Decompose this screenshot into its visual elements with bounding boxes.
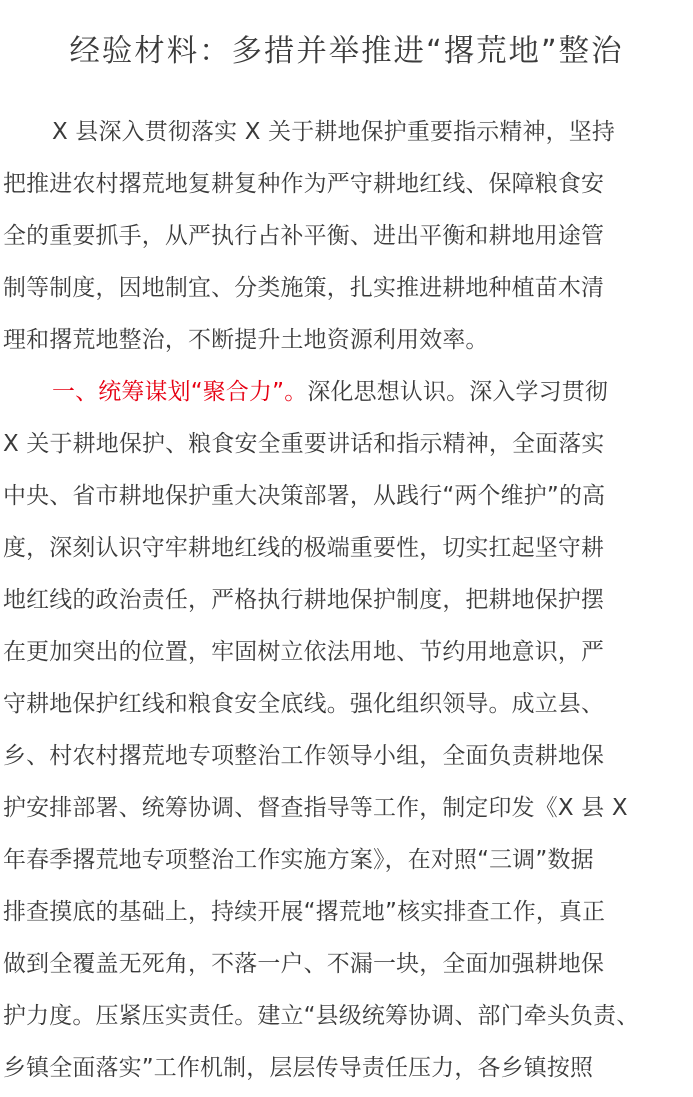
article-body: [3, 106, 693, 1094]
paragraph-line: 排查摸底的基础上，持续开展“撂荒地”核实排查工作，真正: [3, 899, 606, 925]
paragraph-line: 地红线的政治责任，严格执行耕地保护制度，把耕地保护摆: [3, 587, 605, 613]
section-first-line-text: 深化思想认识。深入学习贯彻: [307, 379, 608, 405]
paragraph-line: X 关于耕地保护、粮食安全重要讲话和指示精神，全面落实: [3, 431, 605, 457]
paragraph-line: 乡镇全面落实”工作机制，层层传导责任压力，各乡镇按照: [3, 1055, 594, 1081]
paragraph-line: 乡、村农村撂荒地专项整治工作领导小组，全面负责耕地保: [3, 743, 605, 769]
paragraph-line: X 县深入贯彻落实 X 关于耕地保护重要指示精神，坚持: [52, 119, 615, 145]
paragraph-line: 全的重要抓手，从严执行占补平衡、进出平衡和耕地用途管: [3, 223, 605, 249]
page-title: 经验材料：多措并举推进“撂荒地”整治: [69, 34, 624, 69]
paragraph-line: 中央、省市耕地保护重大决策部署，从践行“两个维护”的高: [3, 483, 606, 509]
paragraph-line: 守耕地保护红线和粮食安全底线。强化组织领导。成立县、: [3, 691, 605, 717]
paragraph-line: 在更加突出的位置，牢固树立依法用地、节约用地意识，严: [3, 639, 605, 665]
section-first-line: [3, 366, 693, 418]
paragraph-line: 年春季撂荒地专项整治工作实施方案》，在对照“三调”数据: [3, 847, 594, 873]
section-heading: 一、统筹谋划“聚合力”。: [52, 379, 308, 405]
paragraph-line: 理和撂荒地整治，不断提升土地资源利用效率。: [3, 327, 489, 353]
paragraph-line: 把推进农村撂荒地复耕复种作为严守耕地红线、保障粮食安: [3, 171, 605, 197]
paragraph-line: 做到全覆盖无死角，不落一户、不漏一块，全面加强耕地保: [3, 951, 605, 977]
paragraph-line: 护力度。压紧压实责任。建立“县级统筹协调、部门牵头负责、: [3, 1003, 640, 1029]
paragraph-line: 度，深刻认识守牢耕地红线的极端重要性，切实扛起坚守耕: [3, 535, 605, 561]
paragraph-line: 制等制度，因地制宜、分类施策，扎实推进耕地种植苗木清: [3, 275, 605, 301]
paragraph-line: 护安排部署、统筹协调、督查指导等工作，制定印发《X 县 X: [3, 795, 628, 821]
